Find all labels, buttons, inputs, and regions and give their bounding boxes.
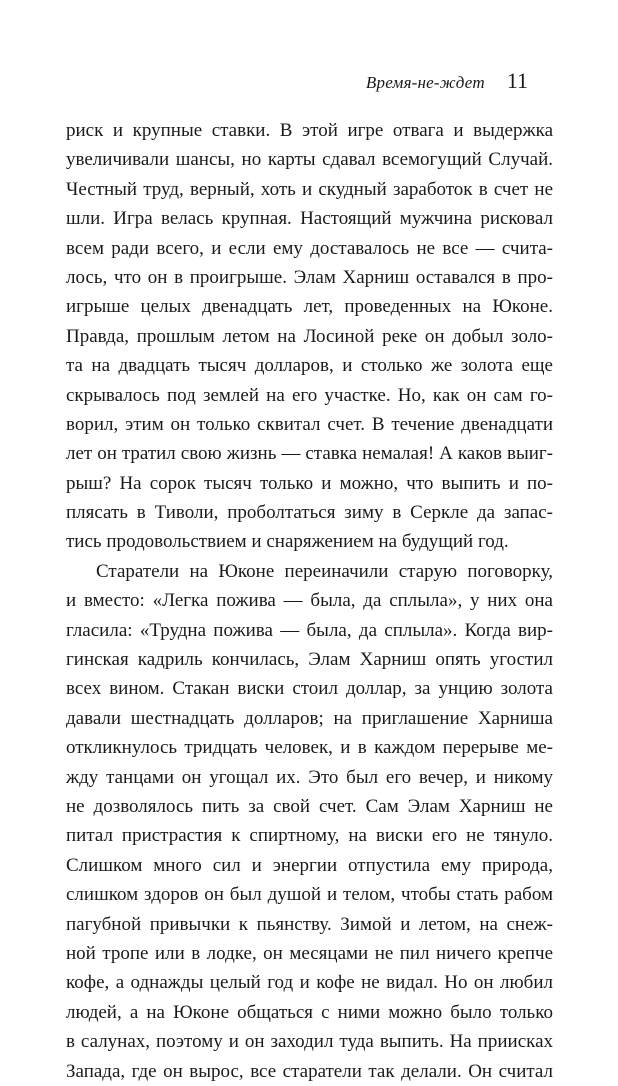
text-line: всех вином. Стакан виски стоил доллар, за унцию золота — [66, 678, 553, 700]
text-line: и вместо: «Легка пожива — была, да сплыла», у них она — [66, 590, 553, 612]
running-title: Время-не-ждет — [365, 73, 485, 92]
text-line: людей, а на Юконе общаться с ними можно было только — [66, 1001, 553, 1023]
running-head — [366, 68, 528, 94]
text-line: риск и крупные ставки. В этой игре отвага и выдержка — [66, 120, 553, 141]
text-line: игрыше целых двенадцать лет, проведенных на Юконе. — [66, 296, 553, 318]
text-line: в салунах, поэтому и он заходил туда выпить. На приисках — [66, 1031, 553, 1053]
text-line: увеличивали шансы, но карты сдавал всемогущий Случай. — [66, 149, 553, 171]
text-line: слишком здоров он был душой и телом, чтобы стать рабом — [66, 884, 553, 906]
text-line: шли. Игра велась крупная. Настоящий мужчина рисковал — [66, 208, 553, 230]
text-line: рыш? На сорок тысяч только и можно, что выпить и по- — [66, 472, 553, 494]
text-line: лет он тратил свою жизнь — ставка немалая! А каков выиг- — [66, 443, 553, 465]
body-text — [66, 116, 553, 1086]
paragraph — [66, 116, 553, 557]
page-number: 11 — [506, 68, 528, 93]
text-line: Правда, прошлым летом на Лосиной реке он добыл золо- — [66, 325, 553, 347]
text-line: Запада, где он вырос, все старатели так делали. Он считал — [66, 1060, 553, 1082]
text-line: давали шестнадцать долларов; на приглашение Харниша — [66, 707, 553, 729]
text-line: тись продовольствием и снаряжением на будущий год. — [66, 531, 509, 553]
text-line: не дозволялось пить за свой счет. Сам Элам Харниш не — [66, 795, 553, 817]
text-line: лось, что он в проигрыше. Элам Харниш оставался в про- — [66, 266, 553, 288]
text-line: ной тропе или в лодке, он месяцами не пил ничего крепче — [66, 942, 553, 964]
paragraph — [66, 557, 553, 1086]
text-line: Слишком много сил и энергии отпустила ему природа, — [66, 854, 553, 876]
text-line: скрывалось под землей на его участке. Но, как он сам го- — [66, 384, 553, 406]
text-line: плясать в Тиволи, проболтаться зиму в Серкле да запас- — [66, 502, 553, 524]
text-line: гинская кадриль кончилась, Элам Харниш опять угостил — [66, 649, 553, 671]
text-line: жду танцами он угощал их. Это был его вечер, и никому — [66, 766, 553, 788]
text-line: Старатели на Юконе переиначили старую поговорку, — [96, 560, 553, 582]
text-line: всем ради всего, и если ему доставалось не все — счита- — [66, 237, 553, 259]
text-line: ворил, этим он только сквитал счет. В течение двенадцати — [66, 413, 553, 435]
text-line: пагубной привычки к пьянству. Зимой и летом, на снеж- — [66, 913, 553, 935]
text-line: та на двадцать тысяч долларов, и столько же золота еще — [66, 355, 553, 377]
text-line: питал пристрастия к спиртному, на виски его не тянуло. — [66, 825, 553, 847]
text-line: гласила: «Трудна пожива — была, да сплыла». Когда вир- — [66, 619, 553, 641]
text-line: Честный труд, верный, хоть и скудный заработок в счет не — [66, 178, 553, 200]
text-line: кофе, а однажды целый год и кофе не видал. Но он любил — [66, 972, 553, 994]
text-line: откликнулось тридцать человек, и в каждом перерыве ме- — [66, 737, 553, 759]
